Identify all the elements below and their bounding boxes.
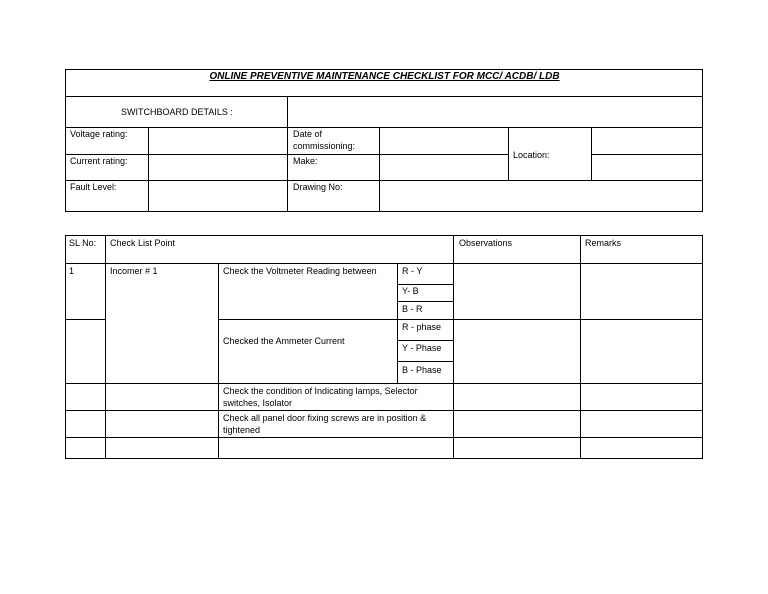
drawing-no-label: Drawing No: <box>293 182 343 192</box>
phase-r: R - phase <box>402 322 442 332</box>
header-check-list-point: Check List Point <box>110 238 176 248</box>
switchboard-details-field[interactable] <box>288 97 702 127</box>
table-divider <box>398 361 454 362</box>
observation-cell-lamps[interactable] <box>454 384 580 410</box>
page-title: ONLINE PREVENTIVE MAINTENANCE CHECKLIST FOR MCC/ ACDB/ LDB <box>209 71 560 82</box>
lamps-check-text: Check the condition of Indicating lamps, Selector switches, Isolator <box>223 386 418 408</box>
phase-b: B - Phase <box>402 365 442 375</box>
table-border-bottom <box>65 458 703 459</box>
voltage-pair-yb: Y- B <box>402 286 419 296</box>
table-divider <box>105 235 106 459</box>
remarks-cell-ammeter[interactable] <box>581 320 702 383</box>
table-divider <box>218 263 219 459</box>
current-rating-label: Current rating: <box>70 156 128 166</box>
observation-cell-voltmeter[interactable] <box>454 264 580 319</box>
voltage-pair-br: B - R <box>402 304 423 314</box>
header-sl-no: SL No: <box>69 238 97 248</box>
observation-cell-empty[interactable] <box>454 438 580 458</box>
location-label: Location: <box>513 150 550 160</box>
observation-cell-ammeter[interactable] <box>454 320 580 383</box>
voltage-pair-ry: R - Y <box>402 266 423 276</box>
fault-level-label: Fault Level: <box>70 182 117 192</box>
table-border-top <box>65 235 703 236</box>
date-of-commissioning-label: Date of commissioning: <box>293 129 356 151</box>
observation-cell-screws[interactable] <box>454 411 580 437</box>
drawing-no-field[interactable] <box>380 181 702 211</box>
table-divider <box>397 263 398 383</box>
current-rating-field[interactable] <box>149 155 287 180</box>
table-divider <box>398 301 454 302</box>
remarks-cell-lamps[interactable] <box>581 384 702 410</box>
make-field[interactable] <box>380 155 508 180</box>
switchboard-details-label: SWITCHBOARD DETAILS : <box>121 107 233 117</box>
header-remarks: Remarks <box>585 238 622 248</box>
voltage-rating-field[interactable] <box>149 128 287 154</box>
screws-check-text: Check all panel door fixing screws are in position & tightened <box>223 413 427 435</box>
form-border-left <box>65 69 66 212</box>
row-sl-number: 1 <box>69 266 75 276</box>
voltage-rating-label: Voltage rating: <box>70 129 128 139</box>
header-observations: Observations <box>459 238 513 248</box>
location-field[interactable] <box>592 128 702 180</box>
fault-level-field[interactable] <box>149 181 287 211</box>
voltmeter-check-text: Check the Voltmeter Reading between <box>223 266 377 276</box>
phase-y: Y - Phase <box>402 343 442 353</box>
remarks-cell-voltmeter[interactable] <box>581 264 702 319</box>
table-border-right <box>702 235 703 459</box>
form-border-right <box>702 69 703 212</box>
remarks-cell-empty[interactable] <box>581 438 702 458</box>
table-divider <box>398 340 454 341</box>
date-of-commissioning-field[interactable] <box>380 128 508 154</box>
make-label: Make: <box>293 156 318 166</box>
ammeter-check-text: Checked the Ammeter Current <box>223 336 345 346</box>
form-border-bottom <box>65 211 703 212</box>
incomer-label: Incomer # 1 <box>110 266 158 276</box>
remarks-cell-screws[interactable] <box>581 411 702 437</box>
table-border-left <box>65 235 66 459</box>
table-divider <box>65 319 106 320</box>
form-divider <box>508 127 509 181</box>
